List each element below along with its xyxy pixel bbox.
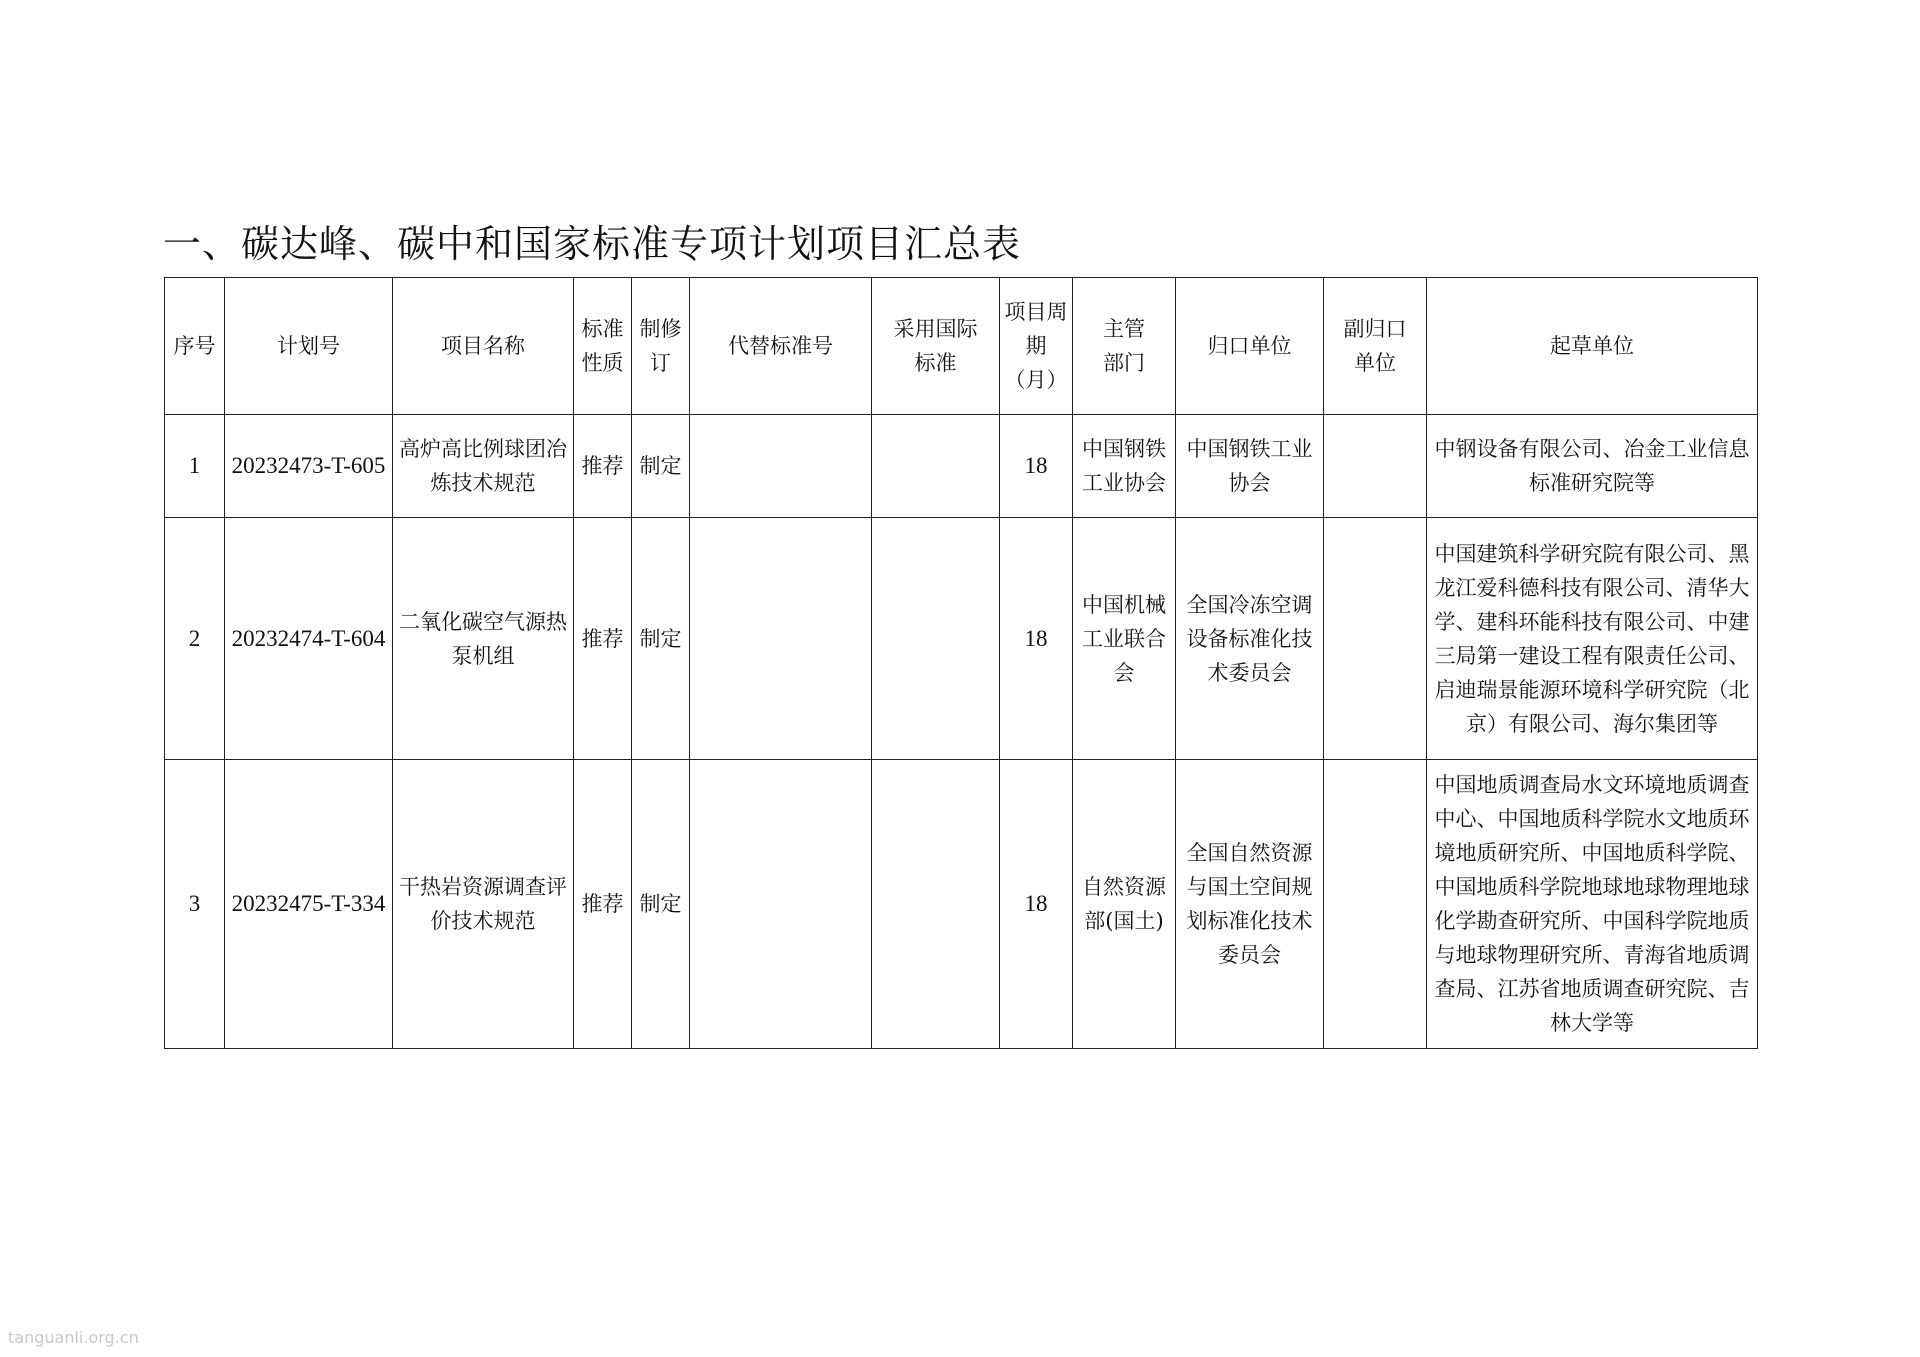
header-plan-no: 计划号 [225,278,393,415]
cell-sub-unit [1324,760,1427,1049]
cell-drafter: 中钢设备有限公司、冶金工业信息标准研究院等 [1427,415,1758,518]
cell-nature: 推荐 [574,760,632,1049]
cell-unit: 全国自然资源与国土空间规划标准化技术委员会 [1176,760,1324,1049]
cell-drafter: 中国地质调查局水文环境地质调查中心、中国地质科学院水文地质环境地质研究所、中国地质科学院、中国地质科学院地球地球物理地球化学勘查研究所、中国科学院地质与地球物理研究所、青海省地质调查局、江苏省地质调查研究院、吉林大学等 [1427,760,1758,1049]
header-intl: 采用国际标准 [872,278,1000,415]
page-title: 一、碳达峰、碳中和国家标准专项计划项目汇总表 [163,222,1022,266]
cell-period: 18 [1000,760,1073,1049]
cell-nature: 推荐 [574,415,632,518]
cell-drafter: 中国建筑科学研究院有限公司、黑龙江爱科德科技有限公司、清华大学、建科环能科技有限公司、中建三局第一建设工程有限责任公司、启迪瑞景能源环境科学研究院（北京）有限公司、海尔集团等 [1427,518,1758,760]
header-period: 项目周期（月） [1000,278,1073,415]
cell-revision: 制定 [632,518,690,760]
cell-unit: 中国钢铁工业协会 [1176,415,1324,518]
cell-sub-unit [1324,518,1427,760]
header-nature: 标准性质 [574,278,632,415]
cell-name: 干热岩资源调查评价技术规范 [393,760,574,1049]
header-row [165,278,1758,415]
header-seq: 序号 [165,278,225,415]
header-unit: 归口单位 [1176,278,1324,415]
cell-name: 二氧化碳空气源热泵机组 [393,518,574,760]
cell-dept: 自然资源部(国土) [1073,760,1176,1049]
cell-period: 18 [1000,518,1073,760]
header-name: 项目名称 [393,278,574,415]
cell-intl [872,518,1000,760]
standards-plan-table [164,277,1758,1049]
cell-nature: 推荐 [574,518,632,760]
header-revision: 制修订 [632,278,690,415]
table-row [165,518,1758,760]
header-sub-unit: 副归口单位 [1324,278,1427,415]
cell-revision: 制定 [632,415,690,518]
cell-sub-unit [1324,415,1427,518]
table-row [165,760,1758,1049]
cell-intl [872,415,1000,518]
cell-period: 18 [1000,415,1073,518]
cell-intl [872,760,1000,1049]
cell-seq: 2 [165,518,225,760]
header-drafter: 起草单位 [1427,278,1758,415]
cell-replaced [690,415,872,518]
cell-unit: 全国冷冻空调设备标准化技术委员会 [1176,518,1324,760]
cell-seq: 3 [165,760,225,1049]
watermark-text: tanguanli.org.cn [8,1328,139,1347]
cell-dept: 中国机械工业联合会 [1073,518,1176,760]
header-dept: 主管部门 [1073,278,1176,415]
cell-replaced [690,518,872,760]
table-row [165,415,1758,518]
cell-dept: 中国钢铁工业协会 [1073,415,1176,518]
cell-plan-no: 20232475-T-334 [225,760,393,1049]
cell-plan-no: 20232474-T-604 [225,518,393,760]
header-replaced: 代替标准号 [690,278,872,415]
cell-seq: 1 [165,415,225,518]
cell-replaced [690,760,872,1049]
cell-revision: 制定 [632,760,690,1049]
cell-plan-no: 20232473-T-605 [225,415,393,518]
cell-name: 高炉高比例球团冶炼技术规范 [393,415,574,518]
